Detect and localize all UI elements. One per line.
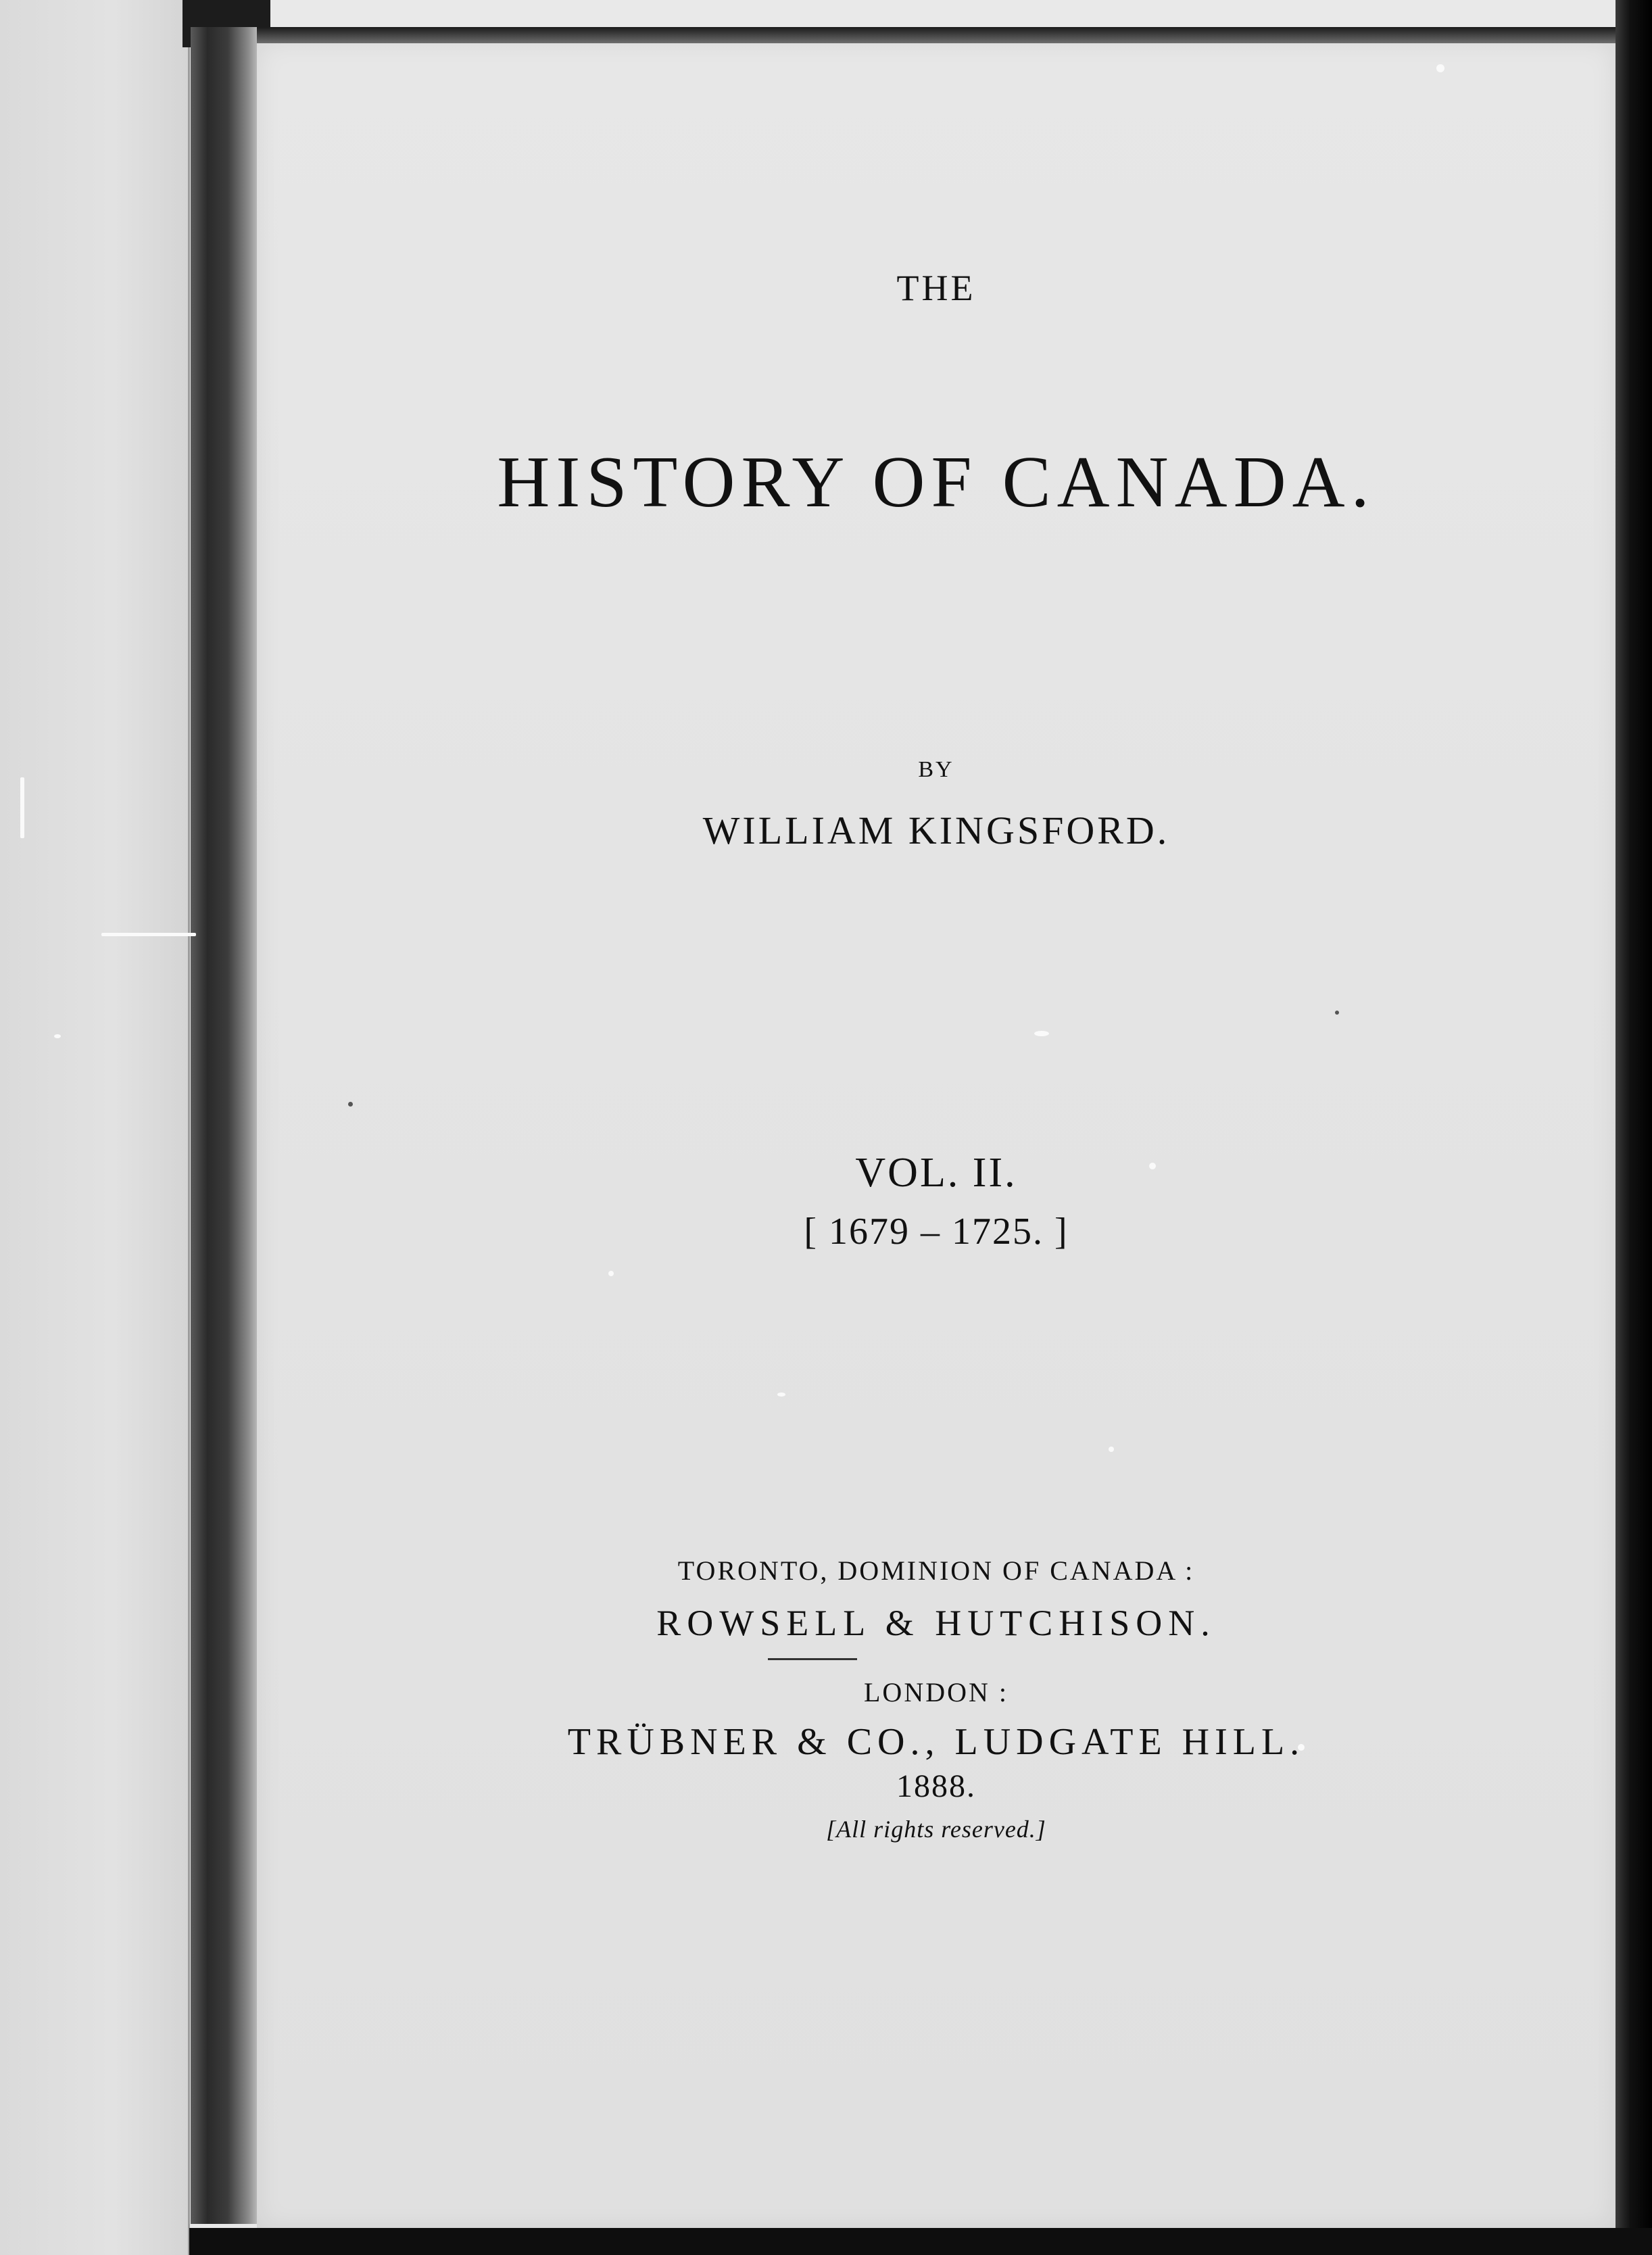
rights-notice: [All rights reserved.]	[826, 1816, 1046, 1843]
author-by: BY	[918, 757, 954, 782]
page-bottom-edge	[189, 2228, 1652, 2255]
author-name: WILLIAM KINGSFORD.	[702, 808, 1170, 852]
scan-speck	[777, 1392, 785, 1397]
facing-page-edge	[0, 0, 189, 2255]
page-right-edge	[1615, 0, 1652, 2255]
imprint-divider	[768, 1658, 857, 1660]
scan-speck	[20, 777, 24, 838]
scan-speck	[348, 1102, 353, 1107]
book-title: HISTORY OF CANADA.	[497, 442, 1376, 523]
book-gutter	[191, 27, 258, 2224]
scan-speck	[608, 1271, 614, 1276]
scan-speck	[1034, 1031, 1049, 1036]
page-top-edge	[257, 27, 1622, 43]
volume-years: [ 1679 – 1725. ]	[804, 1211, 1069, 1253]
title-page-sheet	[257, 41, 1615, 2231]
volume-number: VOL. II.	[855, 1150, 1017, 1196]
publisher-london: TRÜBNER & CO., LUDGATE HILL.	[567, 1721, 1305, 1763]
imprint-london: LONDON :	[864, 1677, 1009, 1707]
imprint-toronto: TORONTO, DOMINION OF CANADA :	[677, 1555, 1195, 1586]
publisher-toronto: ROWSELL & HUTCHISON.	[656, 1603, 1216, 1643]
scan-speck	[101, 933, 196, 936]
scan-speck	[54, 1034, 61, 1038]
publication-year: 1888.	[896, 1768, 976, 1804]
scan-speck	[1109, 1447, 1114, 1452]
scan-speck	[1335, 1011, 1339, 1015]
title-prefix: THE	[896, 268, 976, 308]
scan-speck	[1436, 64, 1444, 72]
